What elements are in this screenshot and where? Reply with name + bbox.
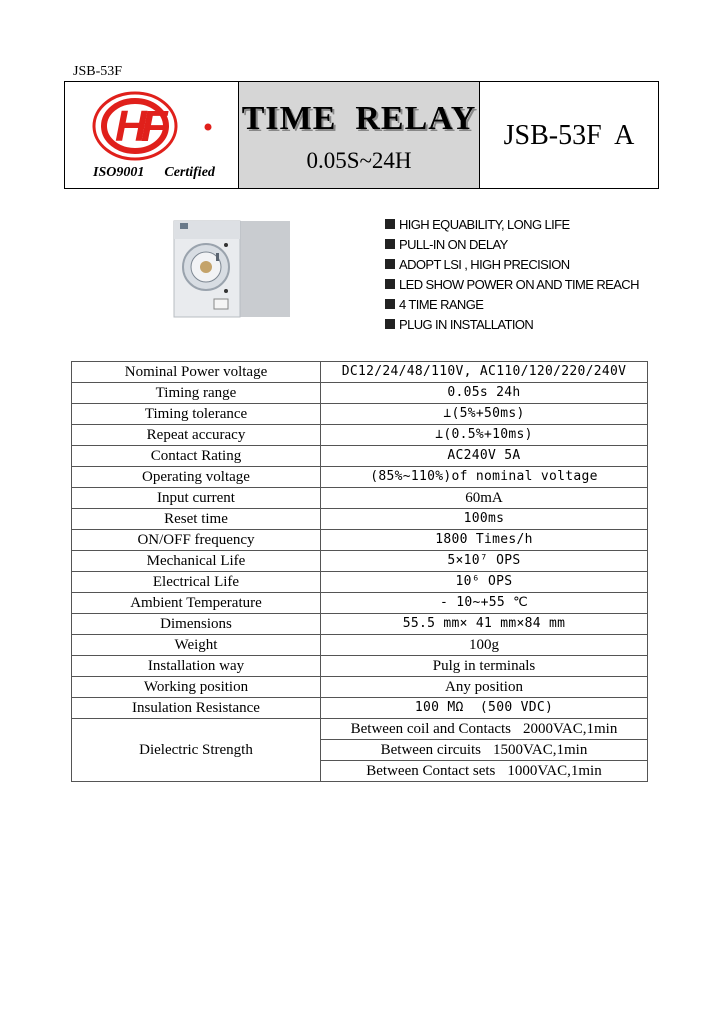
specifications-table xyxy=(71,361,648,782)
dielectric-voltage: 1500VAC,1min xyxy=(493,742,588,758)
svg-text:HF: HF xyxy=(115,102,162,151)
spec-value: 60mA xyxy=(321,488,648,509)
spec-value: 55.5 mm× 41 mm×84 mm xyxy=(321,614,648,635)
spec-value: Any position xyxy=(321,677,648,698)
dielectric-condition: Between Contact sets xyxy=(366,763,496,779)
dielectric-value xyxy=(321,719,648,740)
feature-item: HIGH EQUABILITY, LONG LIFE xyxy=(385,214,639,234)
spec-value: AC240V 5A xyxy=(321,446,648,467)
spec-label: Nominal Power voltage xyxy=(72,362,321,383)
model-cell xyxy=(480,82,658,188)
relay-product-image xyxy=(166,215,296,325)
spec-value: ⊥(5%+50ms) xyxy=(321,404,648,425)
logo-cell xyxy=(65,82,239,188)
spec-value: DC12/24/48/110V, AC110/120/220/240V xyxy=(321,362,648,383)
iso-label: ISO9001 xyxy=(93,165,145,180)
table-row xyxy=(72,551,648,572)
spec-label: Dimensions xyxy=(72,614,321,635)
feature-item: PLUG IN INSTALLATION xyxy=(385,314,639,334)
spec-value: - 10~+55 ℃ xyxy=(321,593,648,614)
square-bullet-icon xyxy=(385,319,395,329)
table-row xyxy=(72,677,648,698)
spec-label: ON/OFF frequency xyxy=(72,530,321,551)
timing-range-subtitle: 0.05S~24H xyxy=(306,148,412,173)
dielectric-condition: Between circuits xyxy=(380,742,482,758)
feature-item: ADOPT LSI , HIGH PRECISION xyxy=(385,254,639,274)
spec-label: Installation way xyxy=(72,656,321,677)
header-table xyxy=(64,81,659,189)
square-bullet-icon xyxy=(385,239,395,249)
table-row xyxy=(72,467,648,488)
spec-value: ⊥(0.5%+10ms) xyxy=(321,425,648,446)
table-row xyxy=(72,614,648,635)
feature-item: PULL-IN ON DELAY xyxy=(385,234,639,254)
spec-value: (85%~110%)of nominal voltage xyxy=(321,467,648,488)
spec-label: Timing range xyxy=(72,383,321,404)
dielectric-condition: Between coil and Contacts xyxy=(350,721,512,737)
spec-label: Weight xyxy=(72,635,321,656)
spec-label: Electrical Life xyxy=(72,572,321,593)
dielectric-voltage: 1000VAC,1min xyxy=(507,763,602,779)
square-bullet-icon xyxy=(385,279,395,289)
spec-label: Operating voltage xyxy=(72,467,321,488)
document-label: JSB-53F xyxy=(73,64,123,79)
spec-value: 1800 Times/h xyxy=(321,530,648,551)
spec-label: Insulation Resistance xyxy=(72,698,321,719)
table-row xyxy=(72,656,648,677)
iso-certification xyxy=(93,165,215,181)
certified-label: Certified xyxy=(164,165,215,180)
table-row xyxy=(72,362,648,383)
hf-logo-icon xyxy=(65,88,238,168)
spec-value: 100g xyxy=(321,635,648,656)
table-row xyxy=(72,404,648,425)
spec-value: 5×10⁷ OPS xyxy=(321,551,648,572)
table-row xyxy=(72,719,648,740)
dielectric-voltage: 2000VAC,1min xyxy=(523,721,618,737)
square-bullet-icon xyxy=(385,259,395,269)
model-number: JSB-53F A xyxy=(503,120,635,151)
table-row xyxy=(72,698,648,719)
dielectric-value xyxy=(321,761,648,782)
product-title: TIME RELAY xyxy=(241,100,477,137)
feature-list xyxy=(385,214,639,334)
spec-value: 100ms xyxy=(321,509,648,530)
spec-label: Mechanical Life xyxy=(72,551,321,572)
spec-value: Pulg in terminals xyxy=(321,656,648,677)
square-bullet-icon xyxy=(385,299,395,309)
spec-label: Reset time xyxy=(72,509,321,530)
table-row xyxy=(72,425,648,446)
table-row xyxy=(72,593,648,614)
table-row xyxy=(72,488,648,509)
spec-label: Contact Rating xyxy=(72,446,321,467)
spec-label: Repeat accuracy xyxy=(72,425,321,446)
table-row xyxy=(72,446,648,467)
table-row xyxy=(72,635,648,656)
spec-label: Working position xyxy=(72,677,321,698)
table-row xyxy=(72,383,648,404)
table-row xyxy=(72,509,648,530)
table-row xyxy=(72,572,648,593)
spec-value: 0.05s 24h xyxy=(321,383,648,404)
square-bullet-icon xyxy=(385,219,395,229)
spec-label: Ambient Temperature xyxy=(72,593,321,614)
spec-label: Timing tolerance xyxy=(72,404,321,425)
spec-value: 10⁶ OPS xyxy=(321,572,648,593)
dielectric-value xyxy=(321,740,648,761)
title-cell xyxy=(239,82,480,188)
spec-label: Dielectric Strength xyxy=(72,719,321,782)
spec-label: Input current xyxy=(72,488,321,509)
feature-item: LED SHOW POWER ON AND TIME REACH xyxy=(385,274,639,294)
spec-value: 100 MΩ (500 VDC) xyxy=(321,698,648,719)
table-row xyxy=(72,530,648,551)
feature-item: 4 TIME RANGE xyxy=(385,294,639,314)
